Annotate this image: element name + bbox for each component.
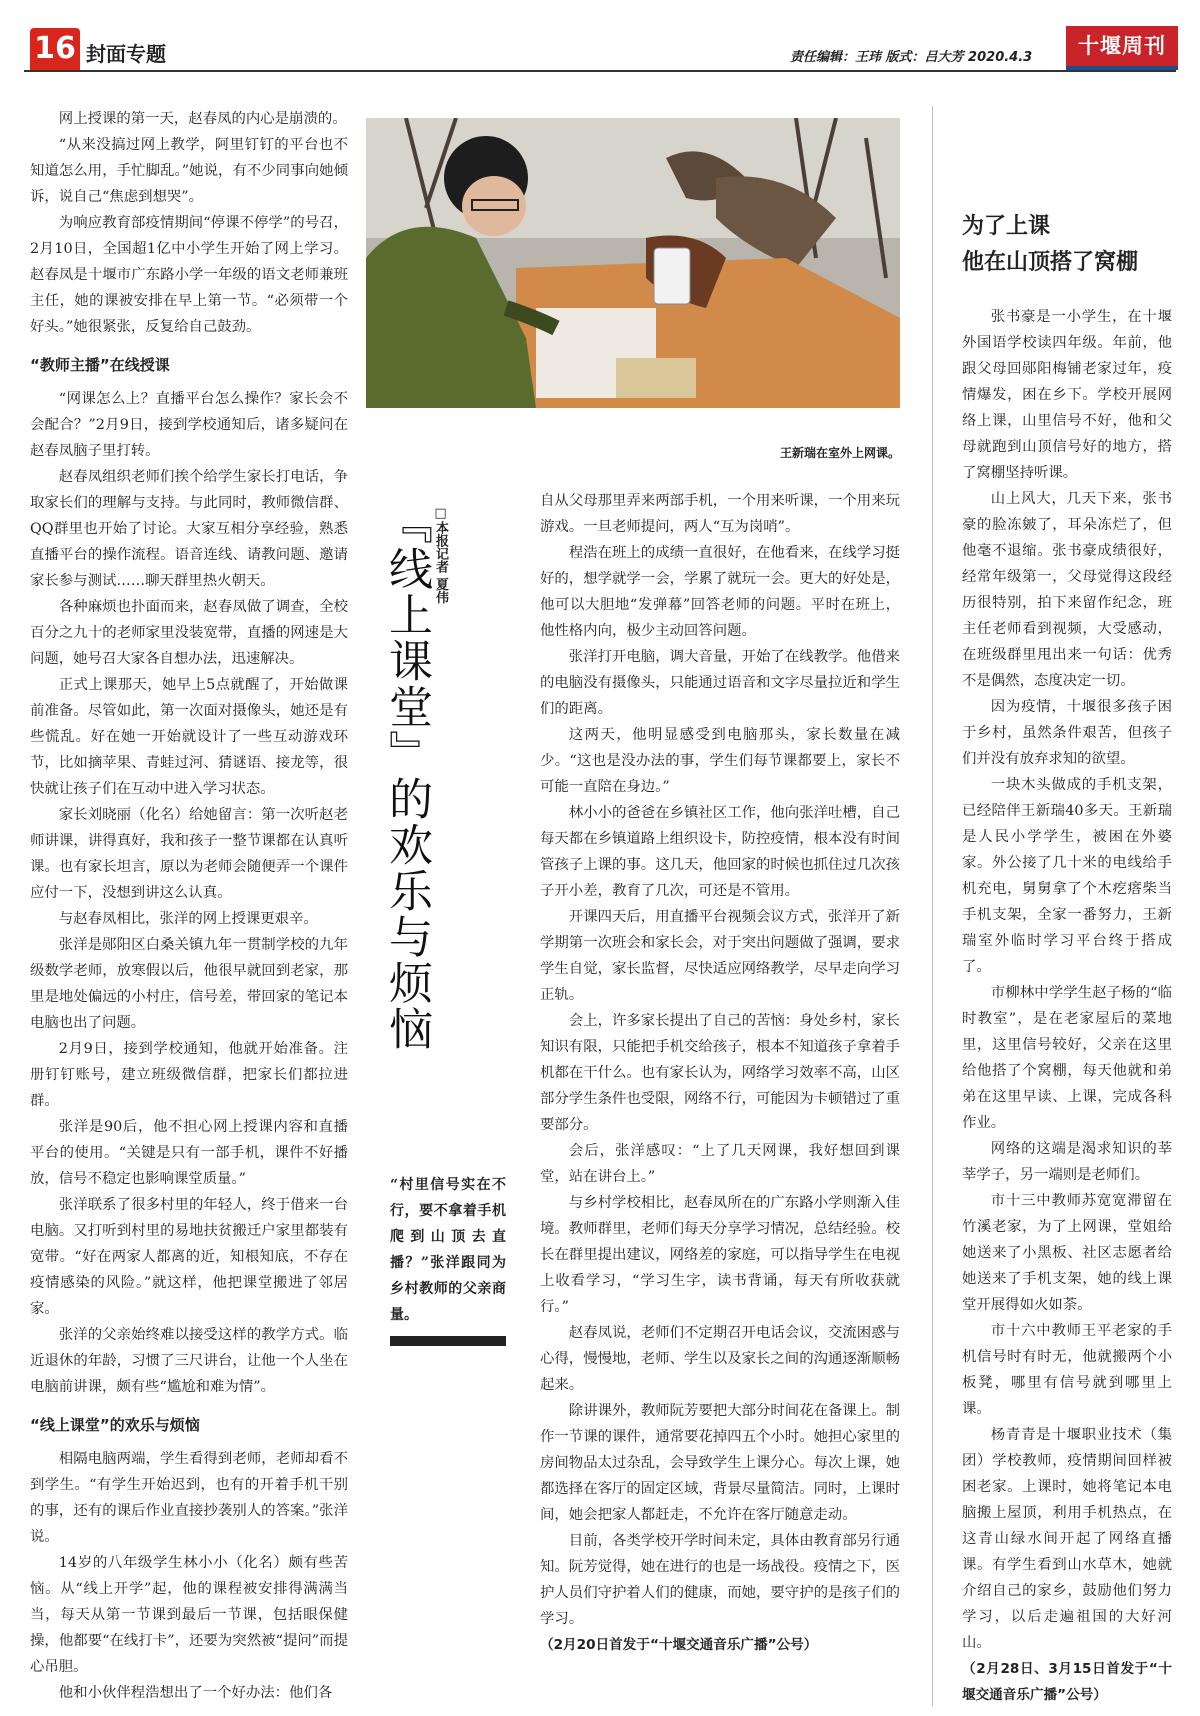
column-2: [540, 488, 900, 1658]
paragraph: 2月9日，接到学校通知，他就开始准备。注册钉钉账号，建立班级微信群，把家长们都拉进群。: [30, 1041, 348, 1109]
paragraph: 一块木头做成的手机支架，已经陪伴王新瑞40多天。王新瑞是人民小学学生，被困在外婆家。外公接了几十米的电线给手机充电，舅舅拿了个木疙瘩柴当手机支架，全家一番努力，王新瑞室外临时学习平台终于搭成了。: [962, 777, 1172, 975]
paragraph: 杨青青是十堰职业技术（集团）学校教师，疫情期间回样被困老家。上课时，她将笔记本电脑搬上屋顶，利用手机热点，在这青山绿水间开起了网络直播课。有学生看到山水草木，她就介绍自己的家乡，鼓励他们努力学习，以后走遍祖国的大好河山。: [962, 1427, 1172, 1651]
article-photo: [366, 118, 900, 408]
header-rule: [24, 70, 1176, 72]
paragraph: 各种麻烦也扑面而来，赵春凤做了调查，全校百分之九十的老师家里没装宽带，直播的网速是大问题，她号召大家各自想办法，迅速解决。: [30, 599, 348, 667]
paragraph: 会后，张洋感叹：“上了几天网课，我好想回到课堂，站在讲台上。”: [540, 1143, 900, 1185]
paragraph: 自从父母那里弄来两部手机，一个用来听课，一个用来玩游戏。一旦老师提问，两人“互为岗哨”。: [540, 493, 900, 535]
paragraph: 张洋是90后，他不担心网上授课内容和直播平台的使用。“关键是只有一部手机，课件不好播放，信号不稳定也影响课堂质量。”: [30, 1119, 348, 1187]
paragraph: 市柳林中学学生赵子杨的“临时教室”，是在老家屋后的菜地里，这里信号较好，父亲在这里给他搭了个窝棚，每天他就和弟弟在这里早读、上课，完成各科作业。: [962, 985, 1172, 1131]
paragraph: “网课怎么上？直播平台怎么操作？家长会不会配合？”2月9日，接到学校通知后，诸多疑问在赵春凤脑子里打转。: [30, 391, 348, 459]
paragraph: 与乡村学校相比，赵春凤所在的广东路小学则渐入佳境。教师群里，老师们每天分享学习情况，总结经验。校长在群里提出建议，网络差的家庭，可以指导学生在电视上收看学习，“学习生字，读书背诵，每天有所收获就行。”: [540, 1195, 900, 1315]
sidebar-heading-line: 为了上课: [962, 213, 1051, 239]
paragraph: 网上授课的第一天，赵春凤的内心是崩溃的。: [58, 111, 347, 127]
paragraph: 为响应教育部疫情期间“停课不停学”的号召，2月10日，全国超1亿中小学生开始了网上学习。赵春凤是十堰市广东路小学一年级的语文老师兼班主任，她的课被安排在早上第一节。“必须带一个好头。”她很紧张，反复给自己鼓劲。: [30, 215, 348, 335]
article-title: 『线上课堂』的欢乐与烦恼: [381, 500, 432, 1052]
paragraph: 张书豪是一小学生，在十堰外国语学校读四年级。年前，他跟父母回郧阳梅铺老家过年，疫情爆发，困在乡下。学校开展网络上课，山里信号不好，他和父母就跑到山顶信号好的地方，搭了窝棚坚持听课。: [962, 309, 1172, 481]
sidebar-heading: [962, 208, 1172, 280]
pull-quote-bar: [390, 1336, 506, 1346]
column-1: [30, 106, 348, 1706]
paragraph: 相隔电脑两端，学生看得到老师，老师却看不到学生。“有学生开始迟到，也有的开着手机干别的事，还有的课后作业直接抄袭别人的答案。”张洋说。: [30, 1451, 348, 1545]
source-note: （2月28日、3月15日首发于“十堰交通音乐广播”公号）: [962, 1661, 1172, 1703]
paragraph: 张洋的父亲始终难以接受这样的教学方式。临近退休的年龄，习惯了三尺讲台，让他一个人坐在电脑前讲课，颇有些“尴尬和难为情”。: [30, 1327, 348, 1395]
paragraph: 张洋是郧阳区白桑关镇九年一贯制学校的九年级数学老师，放寒假以后，他很早就回到老家，那里是地处偏远的小村庄，信号差，带回家的笔记本电脑也出了问题。: [30, 937, 348, 1031]
sidebar-heading-line: 他在山顶搭了窝棚: [962, 249, 1139, 275]
subheading: “教师主播”在线授课: [30, 356, 170, 374]
paragraph: 与赵春凤相比，张洋的网上授课更艰辛。: [58, 911, 318, 927]
paragraph: 张洋打开电脑，调大音量，开始了在线教学。他借来的电脑没有摄像头，只能通过语音和文字尽量拉近和学生们的距离。: [540, 649, 900, 717]
paragraph: 张洋联系了很多村里的年轻人，终于借来一台电脑。又打听到村里的易地扶贫搬迁户家里都装有宽带。“好在两家人都离的近，知根知底，不存在疫情感染的风险。”就这样，他把课堂搬进了邻居家。: [30, 1197, 348, 1317]
subheading: “线上课堂”的欢乐与烦恼: [30, 1416, 200, 1434]
column-divider: [932, 106, 933, 1706]
logo-text: 十堰周刊: [1078, 33, 1166, 58]
page-number: 16: [30, 28, 80, 70]
photo-caption: 王新瑞在室外上网课。: [779, 446, 900, 460]
source-note: （2月20日首发于“十堰交通音乐广播”公号）: [540, 1637, 818, 1653]
paragraph: 赵春凤说，老师们不定期召开电话会议，交流困惑与心得，慢慢地，老师、学生以及家长之间的沟通逐渐顺畅起来。: [540, 1325, 900, 1393]
paragraph: 赵春凤组织老师们挨个给学生家长打电话，争取家长们的理解与支持。与此同时，教师微信群、QQ群里也开始了讨论。大家互相分享经验，熟悉直播平台的操作流程。语音连线、请教问题、邀请家长参与测试……聊天群里热火朝天。: [30, 469, 348, 589]
paragraph: 林小小的爸爸在乡镇社区工作，他向张洋吐槽，自己每天都在乡镇道路上组织设卡，防控疫情，根本没有时间管孩子上课的事。这几天，他回家的时候也抓住过几次孩子开小差，教育了几次，可还是不管用。: [540, 805, 900, 899]
column-3: [962, 304, 1172, 1708]
paragraph: 网络的这端是渴求知识的莘莘学子，另一端则是老师们。: [962, 1141, 1172, 1183]
paragraph: 正式上课那天，她早上5点就醒了，开始做课前准备。尽管如此，第一次面对摄像头，她还是有些慌乱。好在她一开始就设计了一些互动游戏环节，比如摘苹果、青蛙过河、猜谜语、接龙等，很快就让孩子们在互动中进入学习状态。: [30, 677, 348, 797]
paragraph: 14岁的八年级学生林小小（化名）颇有些苦恼。从“线上开学”起，他的课程被安排得满满当当，每天从第一节课到最后一节课，包括眼保健操，他都要“在线打卡”，还要为突然被“提问”而提心吊胆。: [30, 1555, 348, 1675]
paragraph: 目前，各类学校开学时间未定，具体由教育部另行通知。阮芳觉得，她在进行的也是一场战役。疫情之下，医护人员们守护着人们的健康，而她，要守护的是孩子们的学习。: [540, 1533, 900, 1627]
paragraph: 市十三中教师苏宽宽滞留在竹溪老家，为了上网课，堂姐给她送来了小黑板、社区志愿者给她送来了手机支架，她的线上课堂开展得如火如荼。: [962, 1193, 1172, 1313]
pull-quote: “村里信号实在不行，要不拿着手机爬到山顶去直播？”张洋跟同为乡村教师的父亲商量。: [390, 1177, 506, 1323]
paragraph: 他和小伙伴程浩想出了一个好办法：他们各: [58, 1685, 333, 1701]
paragraph: 除讲课外，教师阮芳要把大部分时间花在备课上。制作一节课的课件，通常要花掉四五个小时。她担心家里的房间物品太过杂乱，会导致学生上课分心。每次上课，她都选择在客厅的固定区域，背景尽量简洁。同时，上课时间，她会把家人都赶走，不允许在客厅随意走动。: [540, 1403, 900, 1523]
paragraph: 这两天，他明显感受到电脑那头，家长数量在减少。“这也是没办法的事，学生们每节课都要上，家长不可能一直陪在身边。”: [540, 727, 900, 795]
paragraph: 程浩在班上的成绩一直很好，在他看来，在线学习挺好的，想学就学一会，学累了就玩一会。更大的好处是，他可以大胆地“发弹幕”回答老师的问题。平时在班上，他性格内向，极少主动回答问题。: [540, 545, 900, 639]
publication-logo: [1066, 26, 1178, 70]
photo-illustration: [366, 118, 900, 408]
paragraph: 市十六中教师王平老家的手机信号时有时无，他就搬两个小板凳，哪里有信号就到哪里上课。: [962, 1323, 1172, 1417]
paragraph: 会上，许多家长提出了自己的苦恼：身处乡村，家长知识有限，只能把手机交给孩子，根本不知道孩子拿着手机都在干什么。也有家长认为，网络学习效率不高，山区部分学生条件也受限，网络不行，可能因为卡顿错过了重要部分。: [540, 1013, 900, 1133]
editor-credits: 责任编辑：王玮 版式：吕大芳 2020.4.3: [790, 50, 1033, 65]
byline: □本报记者 夏伟: [433, 506, 448, 604]
section-name: 封面专题: [86, 42, 166, 66]
paragraph: 山上风大，几天下来，张书豪的脸冻皴了，耳朵冻烂了，但他毫不退缩。张书豪成绩很好，经常年级第一，父母觉得这段经历很特别，拍下来留作纪念，班主任老师看到视频，大受感动，在班级群里甩出来一句话：优秀不是偶然，态度决定一切。: [962, 491, 1172, 689]
paragraph: 因为疫情，十堰很多孩子困于乡村，虽然条件艰苦，但孩子们并没有放弃求知的欲望。: [962, 699, 1172, 767]
paragraph: “从来没搞过网上教学，阿里钉钉的平台也不知道怎么用，手忙脚乱。”她说，有不少同事向她倾诉，说自己“焦虑到想哭”。: [30, 137, 348, 205]
paragraph: 家长刘晓丽（化名）给她留言：第一次听赵老师讲课，讲得真好，我和孩子一整节课都在认真听课。也有家长坦言，原以为老师会随便弄一个课件应付一下，没想到讲这么认真。: [30, 807, 348, 901]
paragraph: 开课四天后，用直播平台视频会议方式，张洋开了新学期第一次班会和家长会，对于突出问题做了强调，要求学生自觉，家长监督，尽快适应网络教学，尽早走向学习正轨。: [540, 909, 900, 1003]
